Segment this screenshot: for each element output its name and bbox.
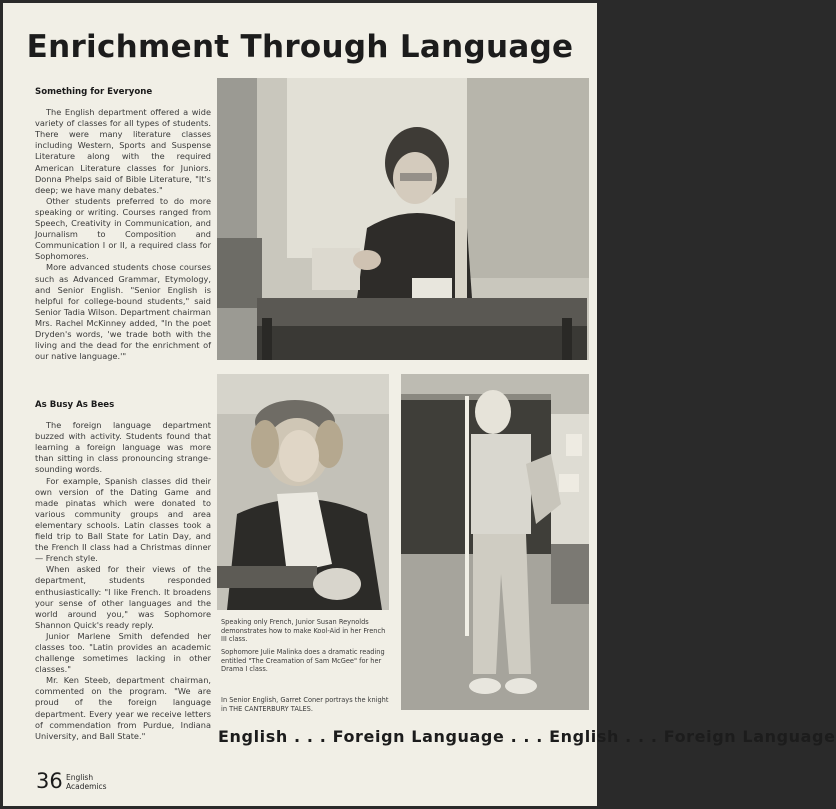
- caption-drama-class: Sophomore Julie Malinka does a dramatic reading entitled "The Creamation of Sam McGee" for her Drama I class.: [221, 648, 385, 674]
- body-paragraph: The foreign language department buzzed with activity. Students found that learning a foreign language was more than sitting in class pronouncing strange-sounding words.: [35, 420, 211, 475]
- body-paragraph: The English department offered a wide variety of classes for all types of students. There were many literature classes including Western, Sports and Suspense Literature along with the required American Literature classes for Juniors. Donna Phelps said of Bible Literature, "It's deep; we have many debates.": [35, 107, 211, 195]
- section-something-for-everyone: [35, 87, 211, 362]
- caption-french-class: Speaking only French, Junior Susan Reynolds demonstrates how to make Kool-Aid in her French III class.: [221, 618, 386, 644]
- footer-line-academics: Academics: [66, 782, 107, 791]
- page-number: 36: [36, 769, 63, 793]
- section-as-busy-as-bees: [35, 400, 211, 742]
- banner-department-strip: English . . . Foreign Language . . . English . . . Foreign Language: [218, 727, 836, 746]
- body-paragraph: Other students preferred to do more speaking or writing. Courses ranged from Speech, Creativity in Communication, and Journalism to Composition and Communication I or II, a required class for Sophomores.: [35, 195, 211, 262]
- yearbook-page: [3, 3, 836, 806]
- photo-classroom-teacher: [217, 78, 589, 360]
- page-title: Enrichment Through Language: [26, 29, 574, 65]
- photo-knight-costume: [401, 374, 589, 710]
- body-paragraph: When asked for their views of the department, students responded enthusiastically: "I like French. It broadens your sense of other languages and the world around you," was Sophomore Shannon Quick's ready reply.: [35, 564, 211, 630]
- footer-line-english: English: [66, 773, 94, 782]
- photo-student-winter-hat: [217, 374, 389, 610]
- caption-senior-english: In Senior English, Garret Coner portrays the knight in THE CANTERBURY TALES.: [221, 696, 389, 713]
- body-paragraph: More advanced students chose courses such as Advanced Grammar, Etymology, and Senior English. "Senior English is helpful for college-bound students," said Senior Tadia Wilson. Department chairman Mrs. Rachel McKinney added, "In the poet Dryden's words, 'we trade both with the living and the dead for the enrichment of our native language.'": [35, 262, 211, 362]
- section-heading: Something for Everyone: [35, 87, 153, 97]
- body-paragraph: For example, Spanish classes did their own version of the Dating Game and made pinatas which were donated to various community groups and area elementary schools. Latin classes took a field trip to Ball State for Latin Day, and the French II class had a Christmas dinner — French style.: [35, 475, 211, 564]
- section-heading: As Busy As Bees: [35, 400, 115, 410]
- body-paragraph: Mr. Ken Steeb, department chairman, commented on the program. "We are proud of the foreign language department. Every year we receive letters of commendation from Purdue, Indiana University, and Ball State.": [35, 675, 211, 741]
- footer-section-label: [66, 773, 107, 791]
- body-paragraph: Junior Marlene Smith defended her classes too. "Latin provides an academic challenge sometimes lacking in other classes.": [35, 630, 211, 675]
